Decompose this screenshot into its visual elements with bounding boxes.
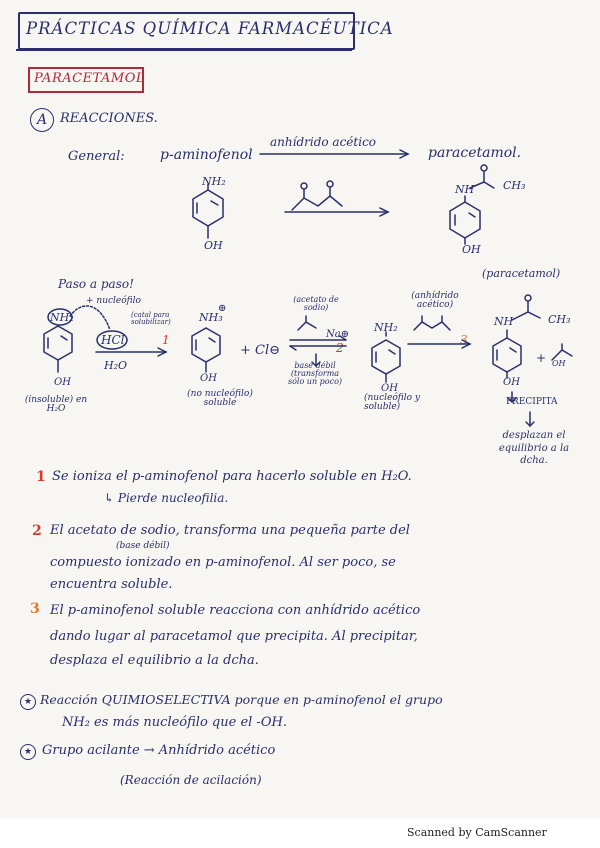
sodium-ion: Na⊕ bbox=[326, 329, 350, 340]
hcl-note: (catal para solubilizar) bbox=[131, 311, 171, 326]
nh3-charge: ⊕ bbox=[218, 303, 227, 314]
extra-1-line-1: Reacción QUIMIOSELECTIVA porque en p-aminofenol el grupo bbox=[40, 692, 443, 707]
step-nh-label: NH bbox=[494, 315, 514, 328]
reactant-name: p-aminofenol bbox=[160, 147, 253, 163]
base-debil-note: base débil (transforma sólo un poco) bbox=[287, 361, 343, 386]
acetic-acid-oh: OH bbox=[552, 359, 566, 368]
paracetamol-note: (paracetamol) bbox=[482, 267, 561, 280]
general-nh2-label: NH₂ bbox=[202, 175, 226, 188]
extra-2-line-2: (Reacción de acilación) bbox=[120, 773, 262, 787]
hcl-label: HCl bbox=[101, 333, 125, 347]
note-1-line-1: Se ioniza el p-aminofenol para hacerlo soluble en H₂O. bbox=[52, 469, 412, 484]
general-oh-label: OH bbox=[204, 239, 223, 252]
section-number: A bbox=[30, 108, 54, 132]
precipita-label: PRECIPITA bbox=[506, 397, 558, 407]
nh3-label: NH₃ bbox=[199, 311, 223, 324]
note-2-line-1b: (base débil) bbox=[116, 541, 170, 551]
paracetamol-structure bbox=[450, 165, 494, 244]
nucleofilo-note: + nucleófilo bbox=[86, 296, 141, 306]
general-nh-label: NH bbox=[455, 183, 475, 196]
plus-sign: + bbox=[536, 351, 547, 365]
step-nh2-label: NH₂ bbox=[50, 311, 74, 324]
anhydride-structure bbox=[285, 181, 388, 216]
step-number-3: 3 bbox=[460, 333, 468, 347]
note-2-line-3: encuentra soluble. bbox=[50, 577, 173, 592]
nucleofilo-soluble-note: (nucleófilo y soluble) bbox=[364, 393, 421, 412]
step-oh-label-4: OH bbox=[503, 377, 520, 388]
general-ch3-label: CH₃ bbox=[503, 179, 526, 192]
acetato-note: (acetato de sodio) bbox=[293, 295, 339, 312]
step-ring-2 bbox=[192, 328, 220, 372]
no-nucleofilo-note: (no nucleófilo) soluble bbox=[187, 389, 253, 408]
note-1-number: 1 bbox=[36, 469, 46, 485]
note-2-line-1: El acetato de sodio, transforma una pequeña parte del bbox=[50, 523, 410, 538]
desplazan-note: desplazan el equilibrio a la dcha. bbox=[498, 430, 570, 466]
reagent-name: anhídrido acético bbox=[270, 135, 377, 149]
chloride-ion: + Cl⊖ bbox=[240, 343, 281, 358]
hcl-circle bbox=[97, 331, 127, 349]
step-number-2: 2 bbox=[336, 341, 344, 355]
step-number-1: 1 bbox=[162, 333, 170, 347]
note-2-number: 2 bbox=[32, 523, 42, 539]
note-1-line-2: ↳ Pierde nucleofilia. bbox=[104, 491, 229, 505]
scanner-footer: Scanned by CamScanner bbox=[407, 826, 547, 839]
step-ring-3 bbox=[372, 332, 400, 382]
anhidrido-note: (anhídrido acético) bbox=[411, 291, 459, 310]
product-name: paracetamol. bbox=[428, 145, 522, 161]
step-nh2-label-2: NH₂ bbox=[374, 321, 398, 334]
section-label: REACCIONES. bbox=[60, 111, 158, 126]
note-3-number: 3 bbox=[30, 601, 40, 617]
page-title: PRÁCTICAS QUÍMICA FARMACÉUTICA bbox=[26, 19, 394, 38]
note-3-line-3: desplaza el equilibrio a la dcha. bbox=[50, 653, 259, 668]
h2o-label: H₂O bbox=[104, 359, 128, 372]
note-3-line-1: El p-aminofenol soluble reacciona con anhídrido acético bbox=[50, 603, 421, 618]
note-2-line-2: compuesto ionizado en p-aminofenol. Al ser poco, se bbox=[50, 555, 396, 570]
step-ring-4 bbox=[493, 295, 540, 378]
star-mark-icon: ★ bbox=[20, 694, 36, 710]
step-label: Paso a paso! bbox=[58, 277, 134, 291]
note-3-line-2: dando lugar al paracetamol que precipita. Al precipitar, bbox=[50, 629, 418, 644]
step-ch3-label: CH₃ bbox=[548, 313, 571, 326]
step-oh-label-2: OH bbox=[200, 373, 217, 384]
extra-2-line-1: Grupo acilante → Anhídrido acético bbox=[42, 743, 276, 758]
subtitle: PARACETAMOL bbox=[34, 71, 146, 86]
general-label: General: bbox=[68, 149, 125, 164]
extra-1-line-2: NH₂ es más nucleófilo que el -OH. bbox=[62, 715, 287, 730]
step-oh-label: OH bbox=[54, 377, 71, 388]
p-aminophenol-structure bbox=[193, 184, 223, 238]
star-mark-icon-2: ★ bbox=[20, 744, 36, 760]
general-product-oh-label: OH bbox=[462, 243, 481, 256]
step-oh-label-3: OH bbox=[381, 383, 398, 394]
step-ring-1 bbox=[44, 309, 72, 372]
insoluble-note: (insoluble) en H₂O bbox=[24, 395, 88, 414]
